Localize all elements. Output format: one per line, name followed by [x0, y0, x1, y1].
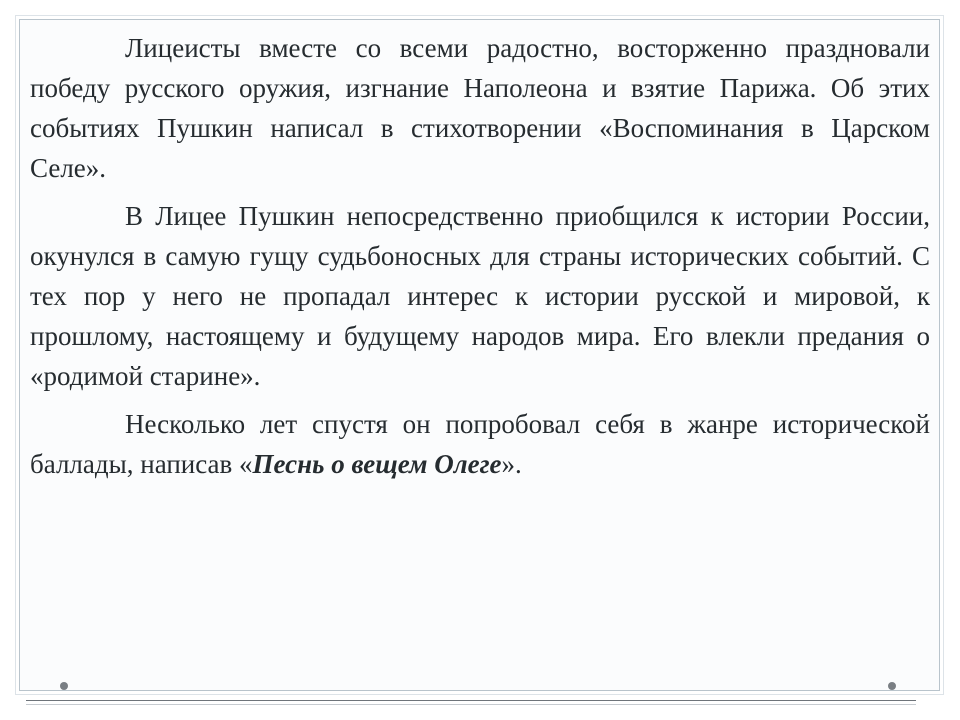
decorative-dot-left: [60, 682, 68, 690]
paragraph-history: В Лицее Пушкин непосредственно приобщился к истории России, окунулся в самую гущу судьбоносных для страны исторических событий. С тех пор у него не пропадал интерес к истории русской и мировой, к прошлому, настоящему и будущему народов мира. Его влекли предания о «родимой старине».: [30, 201, 930, 391]
ballad-text-before: Несколько лет спустя он попробовал себя в жанре исторической баллады, написав «: [30, 409, 930, 479]
ballad-title: Песнь о вещем Олеге: [252, 449, 502, 479]
decorative-dot-right: [888, 682, 896, 690]
ballad-text-after: ».: [501, 449, 522, 479]
bottom-rule: [26, 700, 916, 701]
paragraph-ballad: [30, 404, 930, 484]
paragraph-victory: Лицеисты вместе со всеми радостно, восторженно праздновали победу русского оружия, изгнание Наполеона и взятие Парижа. Об этих событиях Пушкин написал в стихотворении «Воспоминания в Царском Селе».: [30, 33, 930, 183]
document-text: [30, 28, 930, 492]
bottom-rule-light: [26, 704, 916, 705]
